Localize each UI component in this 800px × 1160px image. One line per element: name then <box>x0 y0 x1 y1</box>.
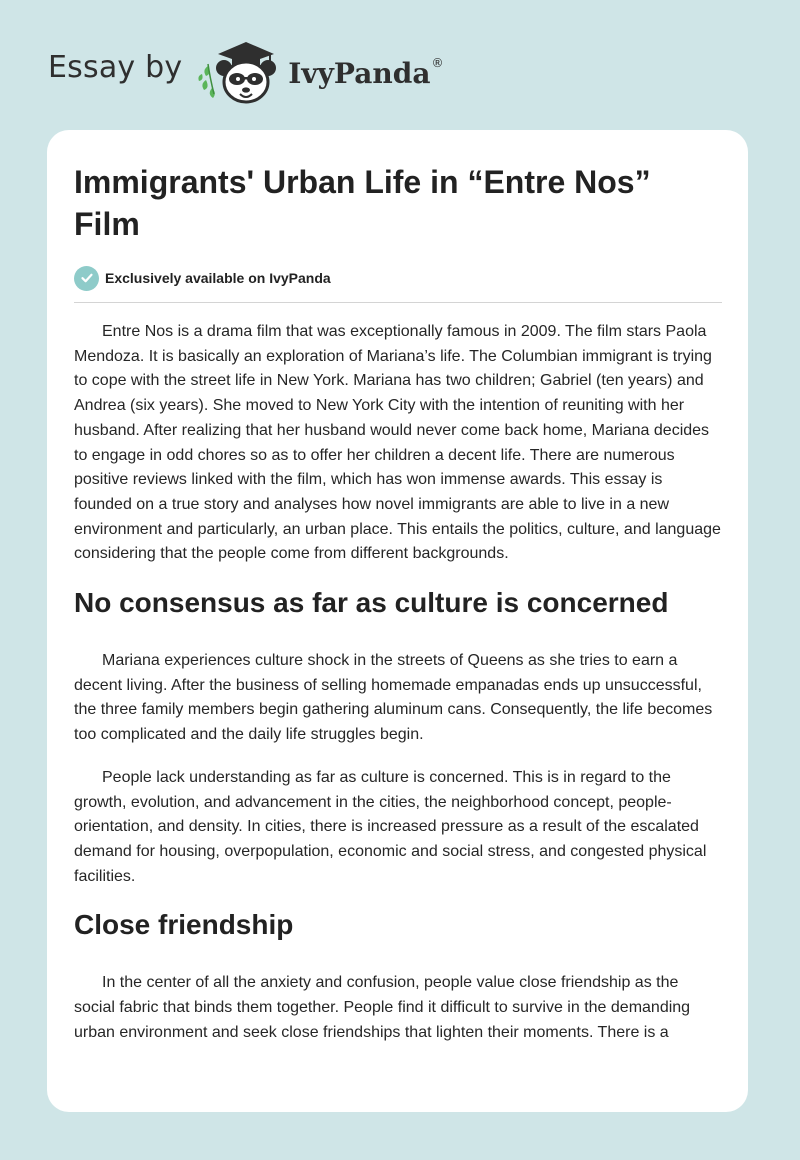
essay-title: Immigrants' Urban Life in “Entre Nos” Film <box>74 164 651 242</box>
check-icon <box>74 266 99 291</box>
panda-graduate-logo-icon[interactable] <box>196 36 286 106</box>
section-heading: No consensus as far as culture is concerned <box>74 587 669 619</box>
brand-prefix: Essay by <box>48 49 183 85</box>
paragraph: Mariana experiences culture shock in the streets of Queens as she tries to earn a decent living. After the business of selling homemade empanadas ends up unsuccessful, the three family members begin gathering aluminum cans. Consequently, the life becomes too complicated and the daily life struggles begin. <box>74 652 713 744</box>
essay-card <box>47 130 748 1112</box>
exclusive-badge <box>74 265 722 291</box>
divider <box>74 302 722 303</box>
section-heading: Close friendship <box>74 909 294 941</box>
essay-body <box>74 320 722 1045</box>
paragraph: People lack understanding as far as culture is concerned. This is in regard to the growth, evolution, and advancement in the cities, the neighborhood concept, people-orientation, and density. In cities, there is increased pressure as a result of the escalated demand for housing, overpopulation, economic and social stress, and congested physical facilities. <box>74 768 707 885</box>
registered-mark: ® <box>431 56 444 70</box>
paragraph: In the center of all the anxiety and confusion, people value close friendship as the social fabric that binds them together. People find it difficult to survive in the demanding urban environment and seek close friendships that lighten their moments. There is a <box>74 974 691 1041</box>
exclusive-text: Exclusively available on IvyPanda <box>105 270 331 286</box>
paragraph: Entre Nos is a drama film that was exceptionally famous in 2009. The film stars Paola Mendoza. It is basically an exploration of Mariana’s life. The Columbian immigrant is trying to cope with the street life in New York. Mariana has two children; Gabriel (ten years) and Andrea (six years). She moved to New York City with the intention of reuniting with her husband. After realizing that her husband would never come back home, Mariana decides to engage in odd chores so as to offer her children a decent life. There are numerous positive reviews linked with the film, which has won immense awards. This essay is founded on a true story and analyses how novel immigrants are able to live in a new environment and particularly, an urban place. This entails the politics, culture, and language considering that the people come from different backgrounds. <box>74 323 721 563</box>
site-header <box>48 36 443 106</box>
brand-name[interactable]: IvyPanda <box>288 56 431 90</box>
